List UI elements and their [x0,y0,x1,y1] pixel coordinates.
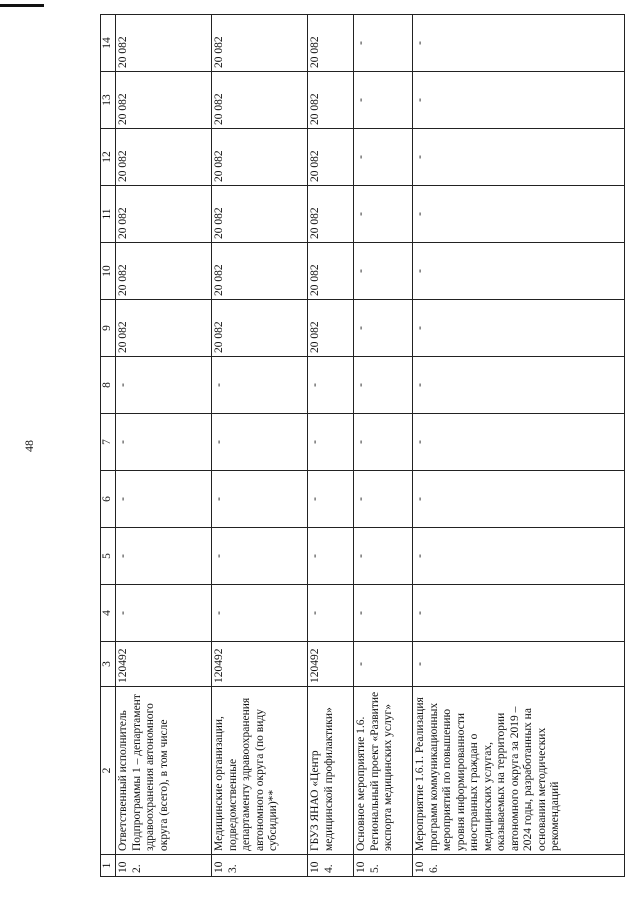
value-cell: - [116,528,212,585]
table-body [101,15,625,877]
table-row [413,15,625,877]
rotated-table-container [100,14,625,877]
value-cell: - [413,471,625,528]
value-cell: 20 082 [308,243,354,300]
page-number: 48 [22,440,36,452]
value-cell: 20 082 [308,186,354,243]
header-cell: 12 [101,129,116,186]
value-cell: - [413,186,625,243]
header-cell: 3 [101,642,116,687]
budget-table [100,14,625,877]
value-cell: 20 082 [116,129,212,186]
value-cell: 20 082 [212,72,308,129]
header-cell: 7 [101,414,116,471]
value-cell: 20 082 [212,186,308,243]
row-label-cell: Мероприятие 1.6.1. Реализация программ коммуникационных мероприятий по повышению уровня информированности иностранных граждан о медицинских услугах, оказываемых на территории автономного округа за 2019 – 2024 годы, разработанных на основании методических рекомендаций [413,687,625,855]
header-cell: 1 [101,855,116,877]
row-label-cell: Ответственный исполнитель Подпрограммы 1 – департамент здравоохранения автономного округа (всего), в том числе [116,687,212,855]
value-cell: - [413,243,625,300]
table-row [212,15,308,877]
header-cell: 2 [101,687,116,855]
value-cell: - [413,15,625,72]
value-cell: 20 082 [308,300,354,357]
value-cell: - [308,414,354,471]
value-cell: - [116,471,212,528]
value-cell: - [354,471,413,528]
value-cell: - [354,300,413,357]
value-cell: - [413,642,625,687]
value-cell: 20 082 [116,300,212,357]
row-number-cell: 104. [308,855,354,877]
value-cell: - [413,414,625,471]
table-row [116,15,212,877]
value-cell: - [212,528,308,585]
row-number-cell: 102. [116,855,212,877]
value-cell: 120492 [116,642,212,687]
value-cell: - [413,129,625,186]
value-cell: - [308,585,354,642]
value-cell: - [212,414,308,471]
value-cell: 20 082 [308,15,354,72]
value-cell: - [308,471,354,528]
value-cell: 20 082 [308,129,354,186]
row-label-cell: Медицинские организации, подведомственные департаменту здравоохранения автономного округа (по виду субсидии)** [212,687,308,855]
table-row [308,15,354,877]
value-cell: - [354,243,413,300]
header-cell: 6 [101,471,116,528]
value-cell: 120492 [212,642,308,687]
value-cell: - [116,357,212,414]
header-cell: 4 [101,585,116,642]
value-cell: 20 082 [116,186,212,243]
row-label-cell: Основное мероприятие 1.6. Региональный проект «Развитие экспорта медицинских услуг» [354,687,413,855]
table-row [354,15,413,877]
corner-rule [0,4,44,7]
value-cell: - [212,357,308,414]
header-cell: 9 [101,300,116,357]
row-label-cell: ГБУЗ ЯНАО «Центр медицинской профилактики» [308,687,354,855]
value-cell: - [116,414,212,471]
header-row [101,15,116,877]
header-cell: 11 [101,186,116,243]
value-cell: - [413,300,625,357]
row-number-cell: 105. [354,855,413,877]
value-cell: - [116,585,212,642]
value-cell: - [413,357,625,414]
value-cell: - [354,585,413,642]
value-cell: - [354,528,413,585]
value-cell: - [212,585,308,642]
value-cell: - [354,414,413,471]
value-cell: 20 082 [212,129,308,186]
value-cell: 20 082 [212,15,308,72]
value-cell: - [354,357,413,414]
value-cell: - [212,471,308,528]
value-cell: 20 082 [308,72,354,129]
header-cell: 13 [101,72,116,129]
row-number-cell: 106. [413,855,625,877]
value-cell: 20 082 [116,72,212,129]
value-cell: 20 082 [212,300,308,357]
value-cell: - [413,528,625,585]
value-cell: - [413,72,625,129]
value-cell: - [354,129,413,186]
value-cell: - [308,528,354,585]
value-cell: - [354,186,413,243]
header-cell: 8 [101,357,116,414]
value-cell: 20 082 [116,15,212,72]
header-cell: 10 [101,243,116,300]
header-cell: 14 [101,15,116,72]
value-cell: - [354,15,413,72]
value-cell: - [413,585,625,642]
value-cell: 20 082 [116,243,212,300]
header-cell: 5 [101,528,116,585]
value-cell: 20 082 [212,243,308,300]
value-cell: - [354,72,413,129]
value-cell: - [308,357,354,414]
value-cell: 120492 [308,642,354,687]
row-number-cell: 103. [212,855,308,877]
value-cell: - [354,642,413,687]
